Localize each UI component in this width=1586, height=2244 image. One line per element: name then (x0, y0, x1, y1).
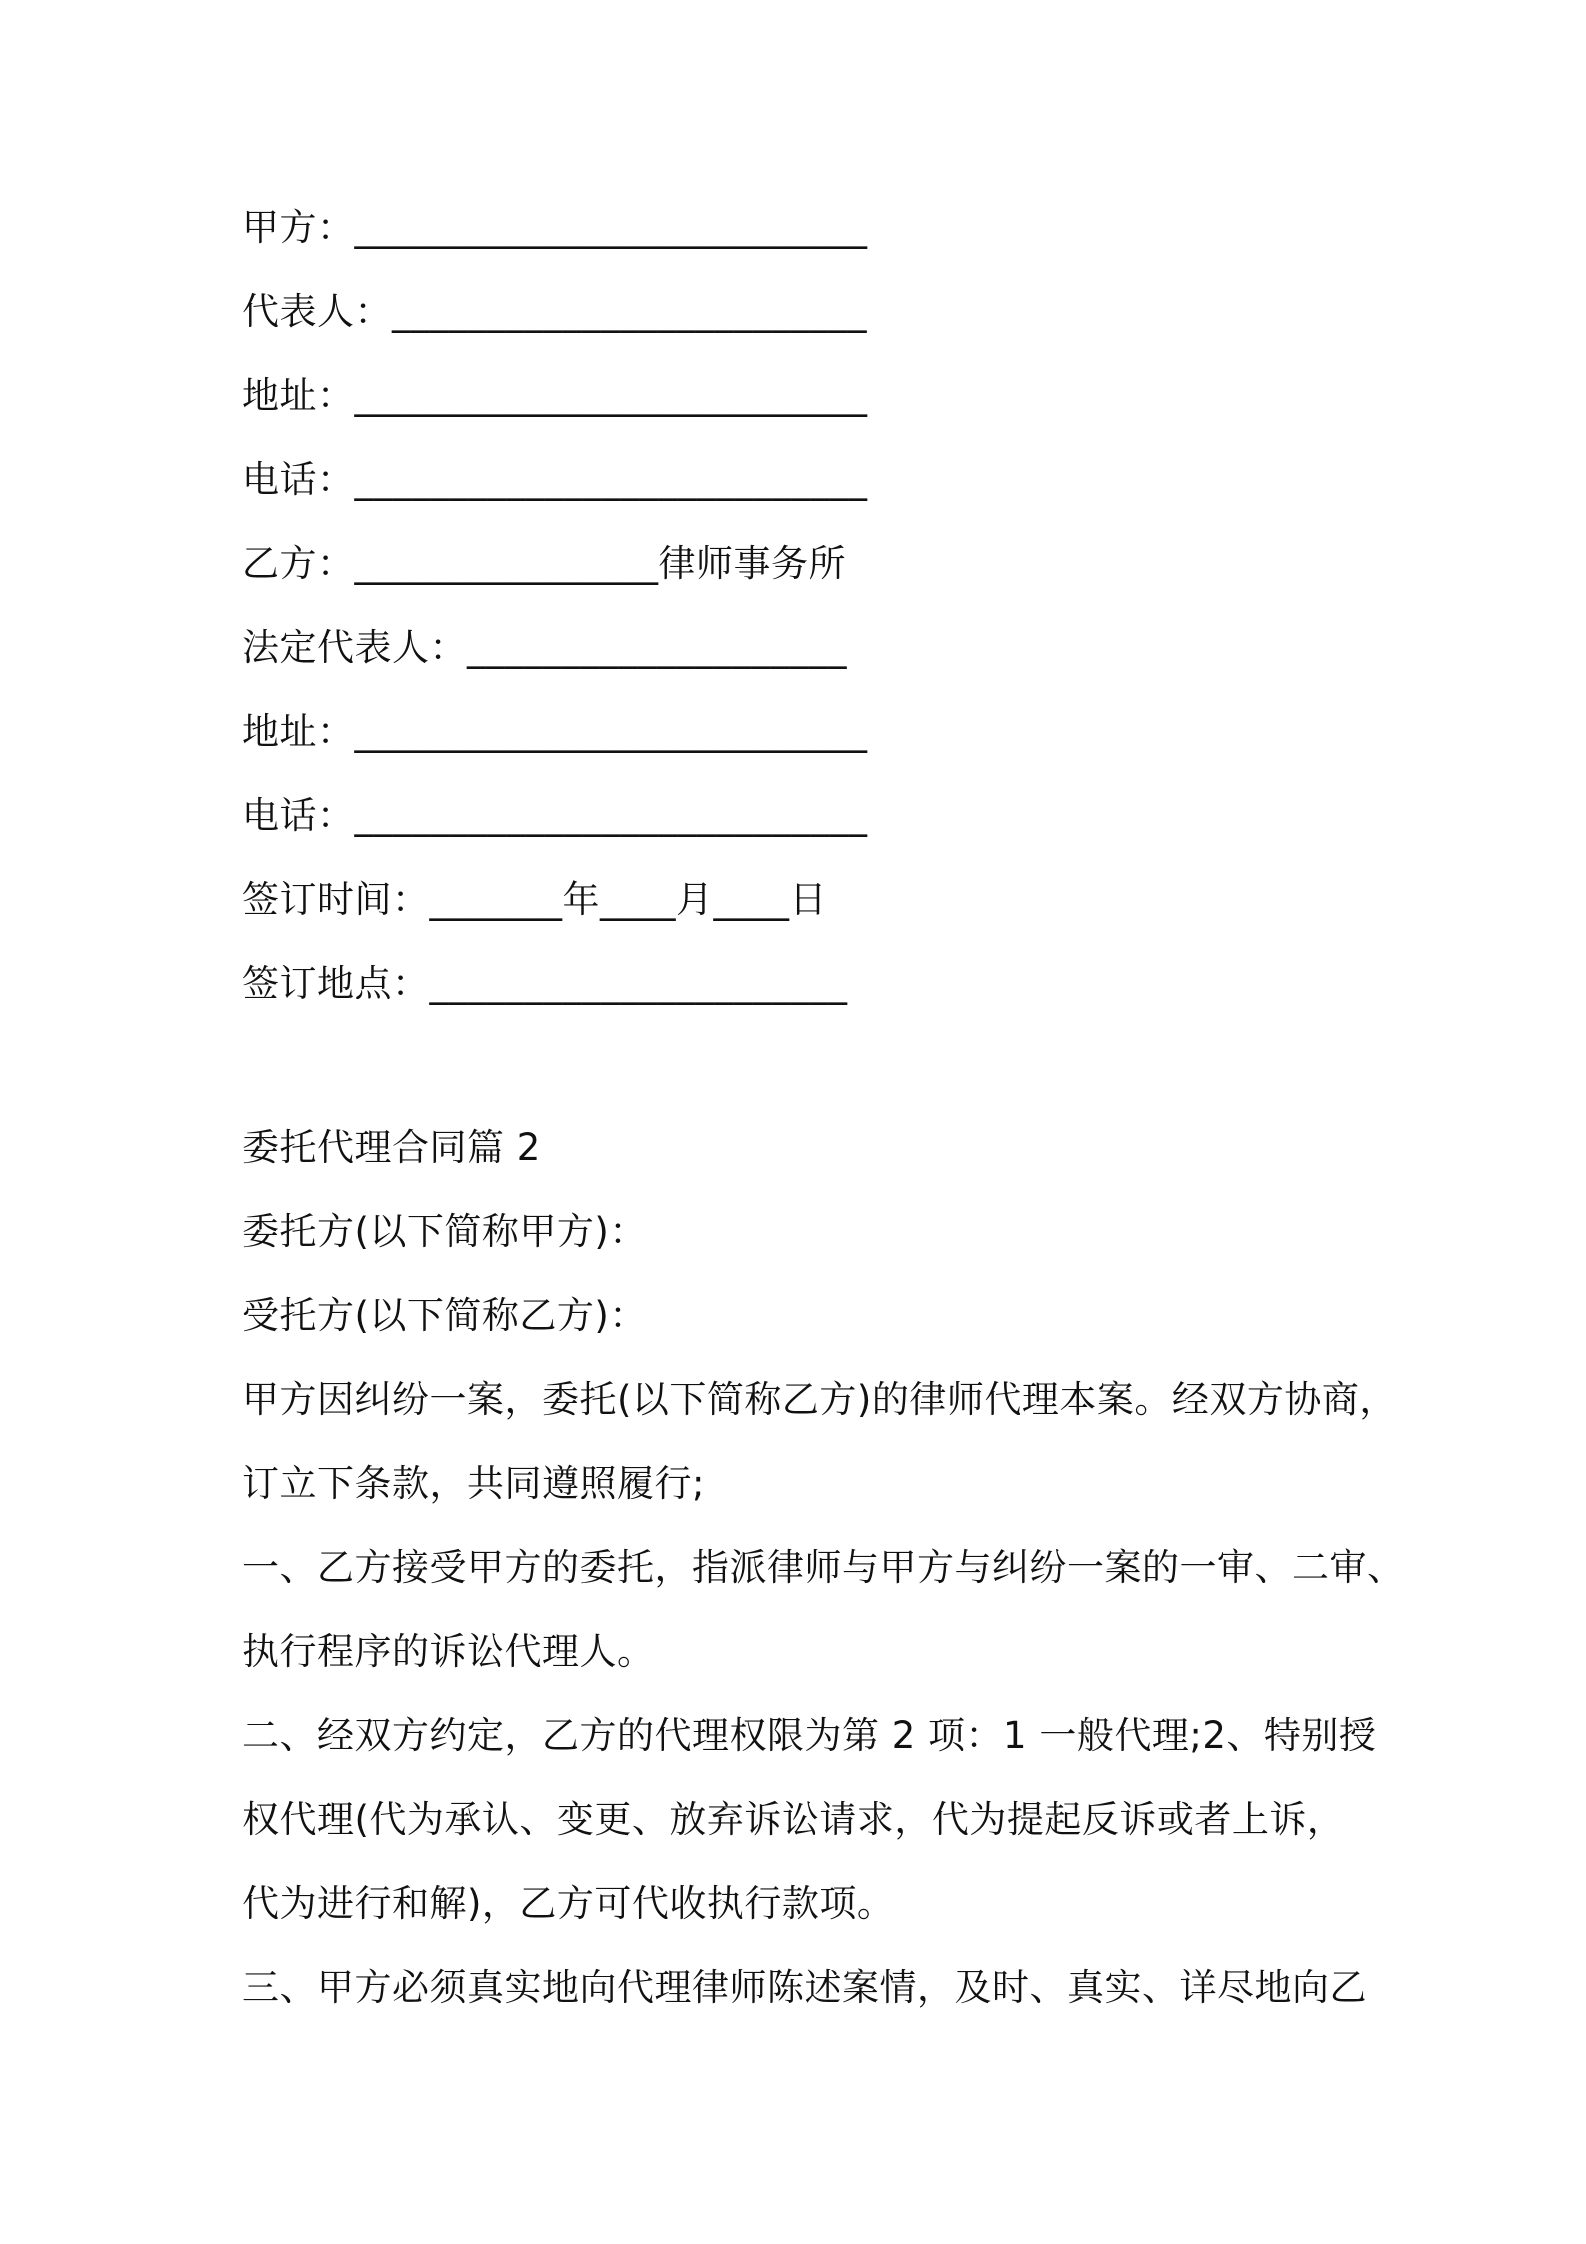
paragraph-line: 一、乙方接受甲方的委托，指派律师与甲方与纠纷一案的一审、二审、 (242, 1546, 1405, 1589)
representative-line: 代表人：_________________________ (242, 290, 867, 333)
paragraph-line: 委托方(以下简称甲方)： (242, 1210, 647, 1253)
paragraph-line: 代为进行和解)，乙方可代收执行款项。 (242, 1882, 895, 1925)
party-b-line: 乙方：________________律师事务所 (242, 542, 846, 585)
phone-b-line: 电话：___________________________ (242, 794, 868, 837)
paragraph-line: 三、甲方必须真实地向代理律师陈述案情，及时、真实、详尽地向乙 (242, 1966, 1367, 2009)
address-a-line: 地址：___________________________ (242, 374, 868, 417)
paragraph-line: 受托方(以下简称乙方)： (242, 1294, 647, 1337)
address-b-line: 地址：___________________________ (242, 710, 868, 753)
signing-place-line: 签订地点：______________________ (242, 962, 848, 1005)
party-a-line: 甲方：___________________________ (242, 206, 868, 249)
paragraph-line: 执行程序的诉讼代理人。 (242, 1630, 655, 1673)
section-heading: 委托代理合同篇 2 (242, 1126, 541, 1169)
phone-a-line: 电话：___________________________ (242, 458, 868, 501)
signing-time-line: 签订时间：_______年____月____日 (242, 878, 827, 921)
paragraph-line: 甲方因纠纷一案，委托(以下简称乙方)的律师代理本案。经双方协商， (242, 1378, 1397, 1421)
paragraph-line: 二、经双方约定，乙方的代理权限为第 2 项：1 一般代理;2、特别授 (242, 1714, 1377, 1757)
paragraph-line: 订立下条款，共同遵照履行; (242, 1462, 705, 1505)
paragraph-line: 权代理(代为承认、变更、放弃诉讼请求，代为提起反诉或者上诉， (242, 1798, 1345, 1841)
legal-representative-line: 法定代表人：____________________ (242, 626, 847, 669)
